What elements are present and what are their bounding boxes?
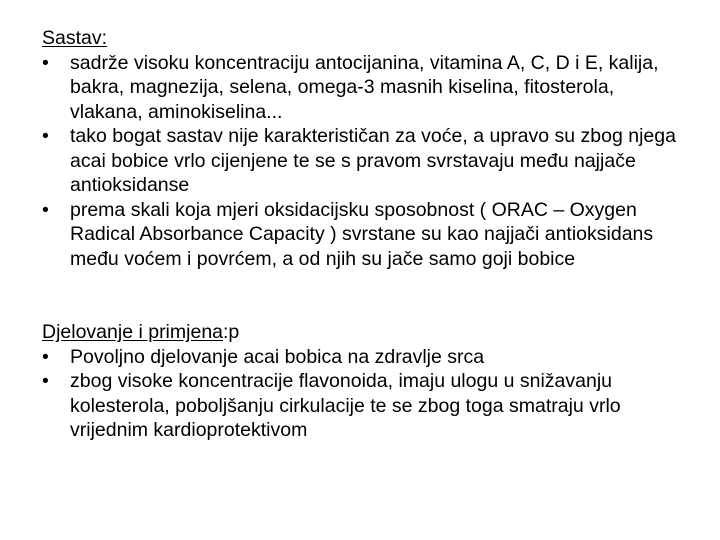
list-item: [42, 198, 692, 272]
section-heading-row: [42, 320, 692, 345]
list-item-text: sadrže visoku koncentraciju antocijanina, vitamina A, C, D i E, kalija, bakra, magnezija, selena, omega-3 masnih kiselina, fitosterola, vlakana, aminokiselina...: [70, 51, 659, 123]
bullet-icon: •: [42, 51, 49, 74]
section-heading-djelovanje: Djelovanje i primjena: [42, 321, 224, 343]
section-heading-suffix: :p: [223, 321, 240, 343]
list-item: [42, 124, 692, 198]
bullet-icon: •: [42, 345, 49, 368]
list-item: [42, 345, 692, 370]
section-heading-row: [42, 26, 692, 51]
list-item: [42, 51, 692, 125]
section-djelovanje: [42, 320, 692, 443]
list-item-text: zbog visoke koncentracije flavonoida, imaju ulogu u snižavanju kolesterola, poboljšanju cirkulacije te se zbog toga smatraju vrlo vrijednim kardioprotektivom: [70, 370, 621, 441]
list-item: [42, 369, 692, 443]
slide-content: [42, 26, 692, 443]
section-spacer: [42, 271, 692, 320]
list-item-text: Povoljno djelovanje acai bobica na zdravlje srca: [70, 345, 485, 368]
bullet-list-djelovanje: [42, 345, 692, 443]
section-sastav: [42, 26, 692, 271]
bullet-icon: •: [42, 125, 49, 147]
list-item-text: tako bogat sastav nije karakterističan za voće, a upravo su zbog njega acai bobice vrlo cijenjene te se s pravom svrstavaju među najjače antioksidanse: [70, 125, 676, 196]
bullet-list-sastav: [42, 51, 692, 272]
list-item-text: prema skali koja mjeri oksidacijsku sposobnost ( ORAC – Oxygen Radical Absorbance Capacity ) svrstane su kao najjači antioksidans među voćem i povrćem, a od njih su jače samo goji bobice: [70, 198, 654, 270]
bullet-icon: •: [42, 198, 49, 221]
section-heading-sastav: Sastav:: [42, 27, 108, 49]
bullet-icon: •: [42, 370, 49, 392]
